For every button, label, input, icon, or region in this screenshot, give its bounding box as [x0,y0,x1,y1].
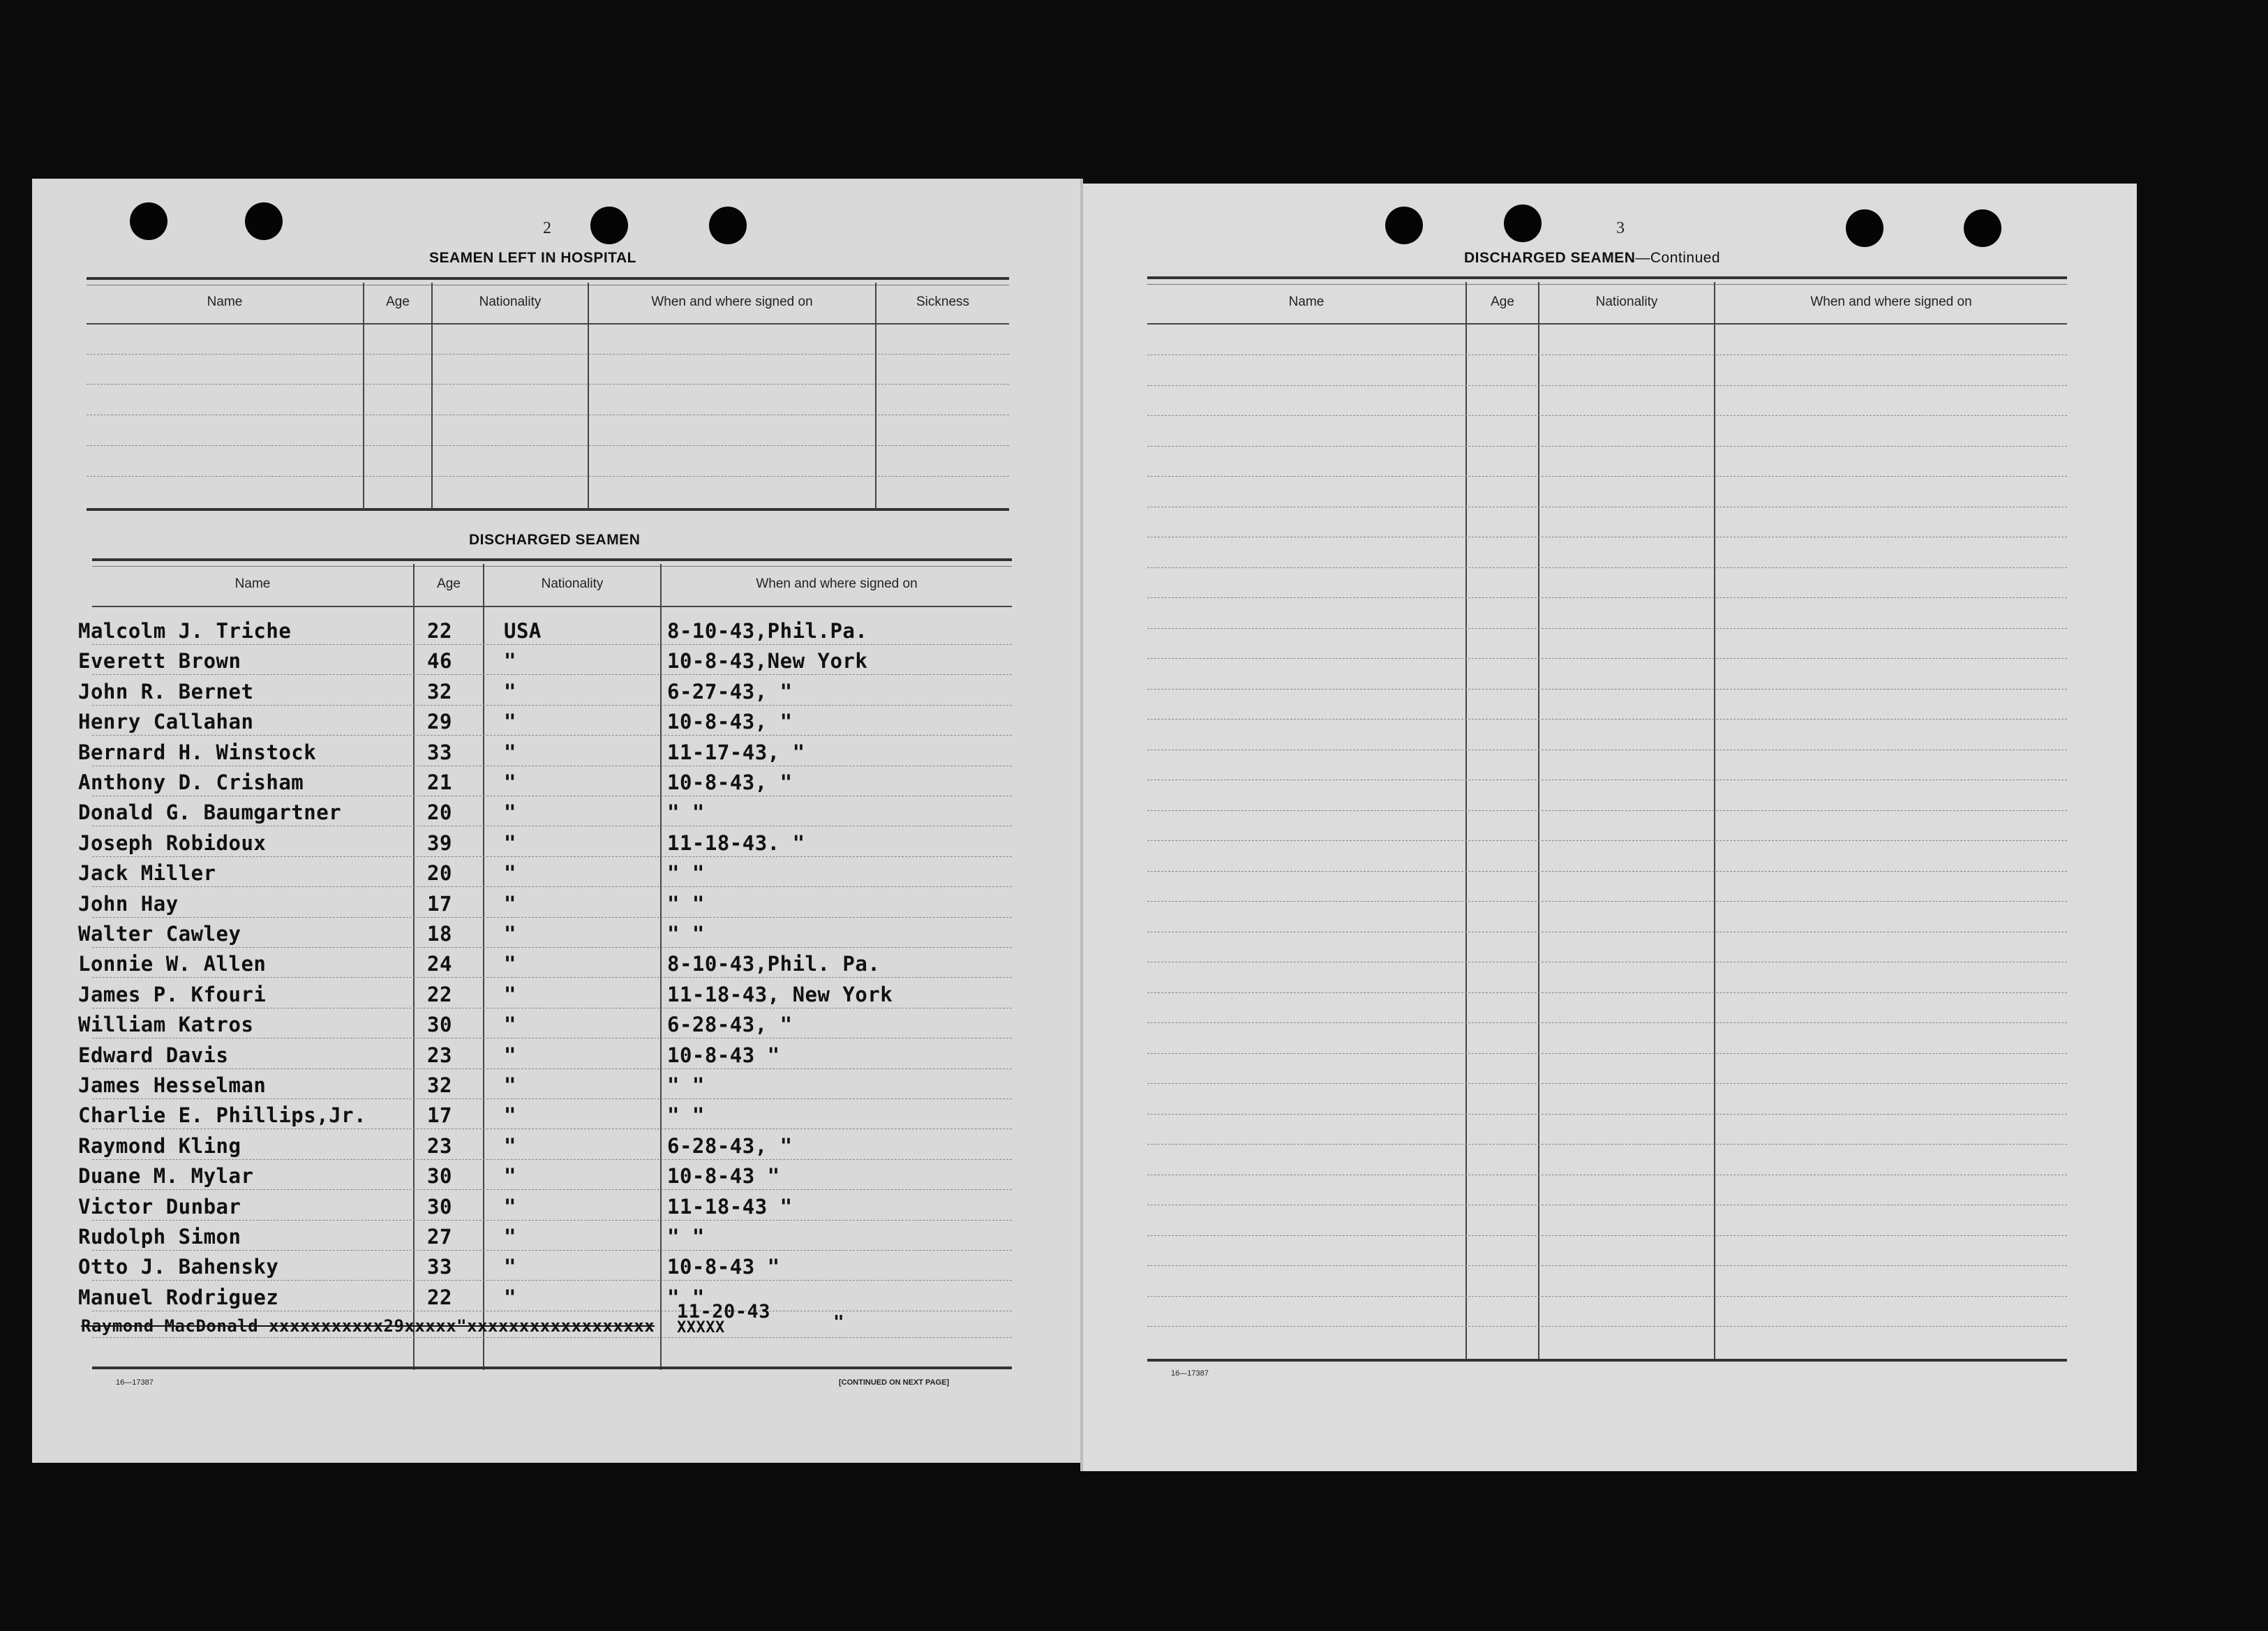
table-rule [87,354,1009,355]
col-header-name: Name [207,295,243,309]
row-rule [1147,476,2067,477]
table-rule [92,1366,1012,1369]
seaman-signed-on: 10-8-43 " [667,1043,780,1067]
seaman-name: Bernard H. Winstock [78,740,317,764]
row-rule [1147,719,2067,720]
col-header-age: Age [1491,295,1514,309]
row-rule [1147,1053,2067,1054]
table-rule [1147,1359,2067,1362]
seaman-signed-on: " " [667,800,705,824]
col-header-nationality: Nationality [479,295,542,309]
page-number: 2 [543,219,551,237]
seaman-age: 30 [427,1013,452,1036]
row-rule [1147,597,2067,598]
seaman-age: 27 [427,1225,452,1249]
col-header-name: Name [234,576,271,591]
seaman-nationality: " [504,1286,516,1309]
seaman-age: 17 [427,1103,452,1127]
table-col-divider [483,564,484,1370]
row-rule [1147,871,2067,872]
row-rule [92,856,1012,857]
row-rule [1147,1083,2067,1084]
seaman-age: 33 [427,740,452,764]
row-rule [1147,385,2067,386]
seaman-name: John Hay [78,892,179,916]
row-rule [92,1220,1012,1221]
row-rule [92,735,1012,736]
seaman-nationality: " [504,1225,516,1249]
seaman-age: 46 [427,649,452,673]
ditto-mark: " [833,1312,844,1333]
row-rule [1147,810,2067,811]
seaman-nationality: " [504,770,516,794]
row-rule [1147,628,2067,629]
seaman-name: Otto J. Bahensky [78,1255,279,1279]
row-rule [92,886,1012,887]
seaman-signed-on: 6-28-43, " [667,1013,793,1036]
row-rule [92,1098,1012,1099]
seaman-signed-on: 6-27-43, " [667,680,793,703]
discharged-section-title: DISCHARGED SEAMEN [469,532,641,548]
title-main: DISCHARGED SEAMEN [1464,250,1636,266]
seaman-age: 30 [427,1195,452,1219]
seaman-nationality: " [504,1103,516,1127]
table-rule [1147,276,2067,279]
table-col-divider [660,564,662,1370]
table-rule [92,566,1012,567]
row-rule [92,1250,1012,1251]
seaman-name: Walter Cawley [78,922,241,946]
struck-signed: 11-20-43 [677,1301,771,1323]
seaman-signed-on: 11-18-43, New York [667,983,893,1006]
seaman-age: 22 [427,983,452,1006]
form-number: 16—17387 [1171,1369,1209,1378]
table-rule [87,323,1009,325]
table-rule [87,508,1009,511]
col-header-age: Age [386,295,410,309]
seaman-nationality: " [504,1164,516,1188]
table-rule [1147,323,2067,325]
seaman-signed-on: 10-8-43, " [667,710,793,733]
punch-hole [1846,209,1883,247]
seaman-age: 33 [427,1255,452,1279]
seaman-age: 29 [427,710,452,733]
seaman-nationality: " [504,649,516,673]
seaman-name: Lonnie W. Allen [78,952,267,976]
row-rule [1147,1022,2067,1023]
page-fold [1080,179,1083,1471]
row-rule [92,705,1012,706]
seaman-name: Everett Brown [78,649,241,673]
table-rule [92,606,1012,607]
punch-hole [709,207,747,244]
continued-note: [CONTINUED ON NEXT PAGE] [839,1378,950,1387]
punch-hole [590,207,628,244]
seaman-nationality: " [504,983,516,1006]
seaman-nationality: " [504,1073,516,1097]
seaman-age: 32 [427,1073,452,1097]
row-rule [1147,446,2067,447]
seaman-signed-on: 10-8-43 " [667,1255,780,1279]
row-rule [92,674,1012,675]
seaman-age: 39 [427,831,452,855]
col-header-signed-on: When and where signed on [651,295,813,309]
seaman-age: 23 [427,1043,452,1067]
seaman-name: John R. Bernet [78,680,254,703]
row-rule [92,917,1012,918]
seaman-signed-on: 6-28-43, " [667,1134,793,1158]
seaman-name: Malcolm J. Triche [78,619,292,643]
punch-hole [1964,209,2001,247]
discharged-continued-title [1464,250,1720,267]
row-rule [1147,840,2067,841]
seaman-nationality: " [504,861,516,885]
seaman-nationality: " [504,1255,516,1279]
seaman-signed-on: " " [667,861,705,885]
seaman-name: Duane M. Mylar [78,1164,254,1188]
table-rule [87,277,1009,280]
row-rule [92,947,1012,948]
right-page [1082,184,2137,1471]
col-header-nationality: Nationality [541,576,604,591]
col-header-nationality: Nationality [1595,295,1658,309]
seaman-signed-on: 8-10-43,Phil.Pa. [667,619,868,643]
seaman-signed-on: 8-10-43,Phil. Pa. [667,952,881,976]
seaman-name: Joseph Robidoux [78,831,267,855]
title-cont: —Continued [1635,250,1721,266]
struck-entry: Raymond MacDonald xxxxxxxxxxx29xxxxx"xxxxxxxxxxxxxxxxxx [81,1316,655,1336]
table-col-divider [875,283,876,509]
table-col-divider [1714,282,1715,1360]
seaman-age: 20 [427,861,452,885]
seaman-signed-on: 10-8-43, " [667,770,793,794]
seaman-nationality: " [504,1043,516,1067]
seaman-age: 17 [427,892,452,916]
seaman-name: James Hesselman [78,1073,267,1097]
seaman-signed-on: " " [667,892,705,916]
seaman-name: Raymond Kling [78,1134,241,1158]
seaman-signed-on: 11-18-43 " [667,1195,793,1219]
seaman-age: 18 [427,922,452,946]
seaman-age: 22 [427,619,452,643]
seaman-nationality: " [504,892,516,916]
row-rule [92,1189,1012,1190]
seaman-age: 22 [427,1286,452,1309]
seaman-name: Anthony D. Crisham [78,770,304,794]
row-rule [1147,567,2067,568]
seaman-age: 32 [427,680,452,703]
table-col-divider [363,283,364,509]
row-rule [92,1159,1012,1160]
table-rule [1147,284,2067,285]
table-col-divider [1465,282,1467,1360]
seaman-nationality: " [504,740,516,764]
table-rule [87,384,1009,385]
seaman-name: Edward Davis [78,1043,229,1067]
seaman-signed-on: " " [667,922,705,946]
seaman-name: Victor Dunbar [78,1195,241,1219]
row-rule [1147,901,2067,902]
row-rule [1147,1144,2067,1145]
table-col-divider [431,283,433,509]
punch-hole [1504,204,1542,242]
seaman-name: Donald G. Baumgartner [78,800,342,824]
punch-hole [1385,207,1423,244]
table-col-divider [1538,282,1539,1360]
seaman-age: 23 [427,1134,452,1158]
row-rule [1147,658,2067,659]
seaman-nationality: " [504,1134,516,1158]
seaman-signed-on: " " [667,1225,705,1249]
col-header-signed-on: When and where signed on [1810,295,1972,309]
seaman-nationality: " [504,922,516,946]
row-rule [92,1337,1012,1338]
col-header-name: Name [1288,295,1325,309]
table-rule [87,476,1009,477]
seaman-age: 20 [427,800,452,824]
seaman-name: Henry Callahan [78,710,254,733]
row-rule [1147,1265,2067,1266]
seaman-nationality: " [504,1195,516,1219]
row-rule [1147,689,2067,690]
table-col-divider [588,283,589,509]
seaman-age: 24 [427,952,452,976]
table-col-divider [413,564,415,1370]
row-rule [92,977,1012,978]
hospital-section-title: SEAMEN LEFT IN HOSPITAL [429,250,636,266]
row-rule [1147,992,2067,993]
seaman-nationality: " [504,680,516,703]
seaman-name: James P. Kfouri [78,983,267,1006]
seaman-name: Jack Miller [78,861,216,885]
row-rule [92,644,1012,645]
page-number: 3 [1616,219,1625,237]
seaman-signed-on: 10-8-43,New York [667,649,868,673]
punch-hole [130,202,167,240]
seaman-age: 30 [427,1164,452,1188]
seaman-name: Rudolph Simon [78,1225,241,1249]
row-rule [92,1280,1012,1281]
row-rule [1147,415,2067,416]
seaman-nationality: " [504,831,516,855]
col-header-age: Age [437,576,461,591]
seaman-name: William Katros [78,1013,254,1036]
seaman-signed-on: " " [667,1103,705,1127]
seaman-name: Manuel Rodriguez [78,1286,279,1309]
row-rule [1147,1296,2067,1297]
seaman-nationality: " [504,952,516,976]
seaman-name: Charlie E. Phillips,Jr. [78,1103,367,1127]
seaman-age: 21 [427,770,452,794]
col-header-signed-on: When and where signed on [756,576,918,591]
row-rule [1147,1235,2067,1236]
seaman-nationality: " [504,710,516,733]
row-rule [1147,1326,2067,1327]
col-header-sickness: Sickness [916,295,970,309]
struck-signed-x: XXXXX [677,1319,725,1336]
row-rule [1147,1114,2067,1115]
table-rule [87,445,1009,446]
seaman-nationality: " [504,1013,516,1036]
punch-hole [245,202,283,240]
seaman-nationality: USA [504,619,542,643]
seaman-signed-on: 10-8-43 " [667,1164,780,1188]
seaman-nationality: " [504,800,516,824]
form-number: 16—17387 [116,1378,154,1387]
seaman-signed-on: 11-18-43. " [667,831,805,855]
row-rule [92,1068,1012,1069]
table-rule [92,558,1012,561]
seaman-signed-on: " " [667,1073,705,1097]
seaman-signed-on: " " [667,1286,705,1309]
seaman-signed-on: 11-17-43, " [667,740,805,764]
